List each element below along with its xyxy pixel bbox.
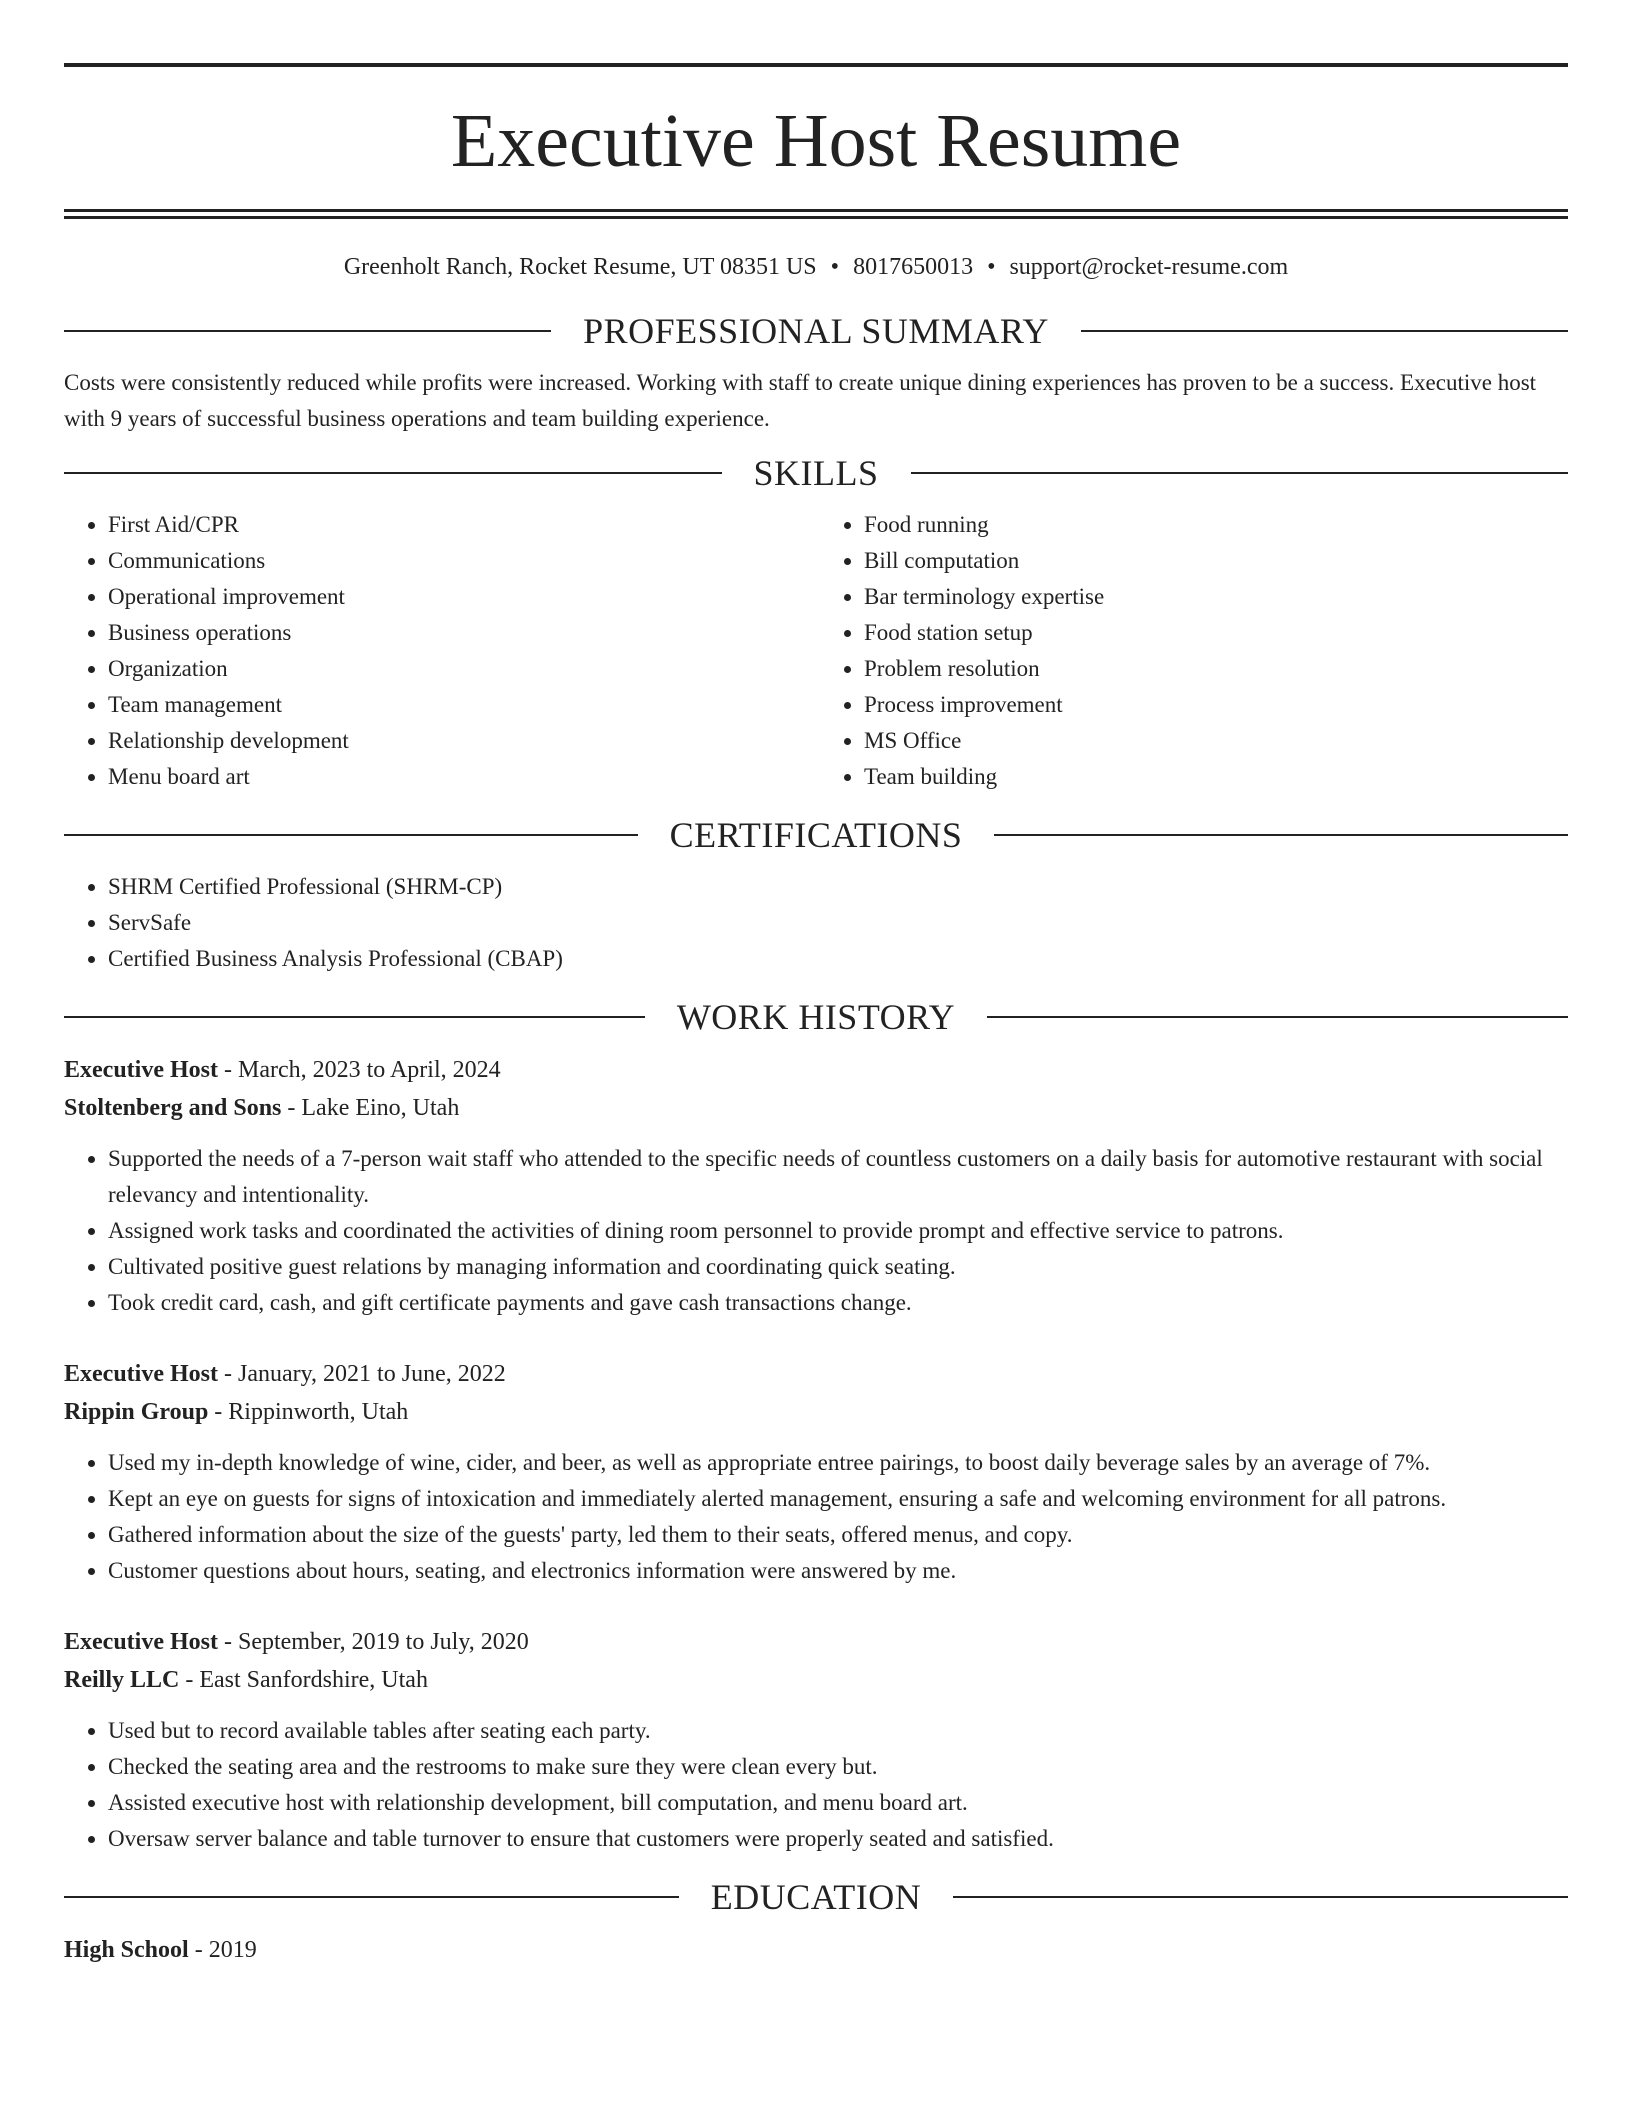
certification-item: • SHRM Certified Professional (SHRM-CP) <box>108 869 1568 905</box>
work-history-list <box>64 1051 1568 1857</box>
skill-item: • Food running <box>864 507 1568 543</box>
job-bullets <box>64 1445 1568 1589</box>
job-title: Executive Host <box>64 1361 218 1387</box>
skill-item: • Problem resolution <box>864 651 1568 687</box>
job-bullet: • Supported the needs of a 7-person wait staff who attended to the specific needs of countless customers on a daily basis for automotive restaurant with social relevancy and intentionality. <box>108 1141 1568 1213</box>
heading-rule <box>64 1896 679 1898</box>
job-entry <box>64 1355 1568 1589</box>
skill-item: • Communications <box>108 543 816 579</box>
heading-rule <box>911 472 1569 474</box>
job-bullets <box>64 1713 1568 1857</box>
job-title-line <box>64 1623 1568 1661</box>
certification-item: • ServSafe <box>108 905 1568 941</box>
job-dates: - March, 2023 to April, 2024 <box>217 1057 501 1083</box>
summary-text: Costs were consistently reduced while profits were increased. Working with staff to create unique dining experiences has proven to be a success. Executive host with 9 years of successful business operations and team building experience. <box>64 370 1537 431</box>
job-title-line <box>64 1355 1568 1393</box>
heading-rule <box>64 472 722 474</box>
work-history-heading <box>64 999 1568 1035</box>
heading-rule <box>64 330 551 332</box>
job-bullet: • Customer questions about hours, seating, and electronics information were answered by me. <box>108 1553 1568 1589</box>
job-company: Stoltenberg and Sons <box>64 1095 282 1121</box>
certifications-list <box>64 869 1568 977</box>
skill-item: • Menu board art <box>108 759 816 795</box>
title-double-rule <box>64 209 1568 219</box>
job-location: - Lake Eino, Utah <box>281 1095 460 1121</box>
job-bullet: • Used but to record available tables after seating each party. <box>108 1713 1568 1749</box>
skill-item: • Process improvement <box>864 687 1568 723</box>
education-degree: High School <box>64 1937 189 1963</box>
job-location: - East Sanfordshire, Utah <box>179 1667 428 1693</box>
job-title: Executive Host <box>64 1057 218 1083</box>
heading-rule <box>994 834 1568 836</box>
skill-item: • Bar terminology expertise <box>864 579 1568 615</box>
skill-item: • Business operations <box>108 615 816 651</box>
top-rule <box>64 63 1568 67</box>
skill-item: • Bill computation <box>864 543 1568 579</box>
job-company-line <box>64 1089 1568 1127</box>
skills-column-left <box>64 507 816 795</box>
skill-item: • MS Office <box>864 723 1568 759</box>
resume-page <box>64 0 1568 1969</box>
job-bullet: • Took credit card, cash, and gift certificate payments and gave cash transactions change. <box>108 1285 1568 1321</box>
job-company: Reilly LLC <box>64 1667 180 1693</box>
skill-item: • Team building <box>864 759 1568 795</box>
heading-rule <box>1081 330 1568 332</box>
job-bullet: • Oversaw server balance and table turnover to ensure that customers were properly seated and satisfied. <box>108 1821 1568 1857</box>
contact-separator: • <box>830 254 840 280</box>
summary-heading-label: PROFESSIONAL SUMMARY <box>583 311 1049 351</box>
contact-line <box>64 254 1568 281</box>
skills-list <box>64 507 1568 795</box>
job-bullets <box>64 1141 1568 1321</box>
job-entry <box>64 1051 1568 1321</box>
skill-item: • First Aid/CPR <box>108 507 816 543</box>
job-bullet: • Used my in-depth knowledge of wine, cider, and beer, as well as appropriate entree pairings, to boost daily beverage sales by an average of 7%. <box>108 1445 1568 1481</box>
contact-email[interactable]: support@rocket-resume.com <box>1009 254 1289 280</box>
skill-item: • Organization <box>108 651 816 687</box>
skill-item: • Team management <box>108 687 816 723</box>
skill-item: • Operational improvement <box>108 579 816 615</box>
job-title-line <box>64 1051 1568 1089</box>
job-bullet: • Assigned work tasks and coordinated the activities of dining room personnel to provide prompt and effective service to patrons. <box>108 1213 1568 1249</box>
skill-item: • Relationship development <box>108 723 816 759</box>
job-company-line <box>64 1393 1568 1431</box>
job-dates: - January, 2021 to June, 2022 <box>217 1361 506 1387</box>
job-bullet: • Kept an eye on guests for signs of intoxication and immediately alerted management, ensuring a safe and welcoming environment for all patrons. <box>108 1481 1568 1517</box>
contact-address: Greenholt Ranch, Rocket Resume, UT 08351 US <box>343 254 817 280</box>
work-history-heading-label: WORK HISTORY <box>676 997 956 1037</box>
certification-item: • Certified Business Analysis Professional (CBAP) <box>108 941 1568 977</box>
contact-separator: • <box>987 254 996 280</box>
job-title: Executive Host <box>64 1629 218 1655</box>
summary-heading <box>64 313 1568 349</box>
education-entry <box>64 1931 1568 1969</box>
contact-phone: 8017650013 <box>853 254 974 280</box>
certifications-heading <box>64 817 1568 853</box>
education-year: - 2019 <box>188 1937 257 1963</box>
heading-rule <box>953 1896 1568 1898</box>
job-bullet: • Cultivated positive guest relations by managing information and coordinating quick seating. <box>108 1249 1568 1285</box>
job-location: - Rippinworth, Utah <box>208 1399 409 1425</box>
job-bullet: • Assisted executive host with relationship development, bill computation, and menu board art. <box>108 1785 1568 1821</box>
certifications-heading-label: CERTIFICATIONS <box>669 815 963 855</box>
job-bullet: • Checked the seating area and the restrooms to make sure they were clean every but. <box>108 1749 1568 1785</box>
education-heading <box>64 1879 1568 1915</box>
heading-rule <box>64 1016 645 1018</box>
job-bullet: • Gathered information about the size of the guests' party, led them to their seats, offered menus, and copy. <box>108 1517 1568 1553</box>
skills-column-right <box>816 507 1568 795</box>
heading-rule <box>64 834 638 836</box>
job-dates: - September, 2019 to July, 2020 <box>217 1629 529 1655</box>
skills-heading <box>64 455 1568 491</box>
job-company: Rippin Group <box>64 1399 209 1425</box>
job-entry <box>64 1623 1568 1857</box>
heading-rule <box>987 1016 1568 1018</box>
education-heading-label: EDUCATION <box>710 1877 922 1917</box>
skill-item: • Food station setup <box>864 615 1568 651</box>
job-company-line <box>64 1661 1568 1699</box>
skills-heading-label: SKILLS <box>753 453 879 493</box>
resume-title: Executive Host Resume <box>450 99 1182 183</box>
